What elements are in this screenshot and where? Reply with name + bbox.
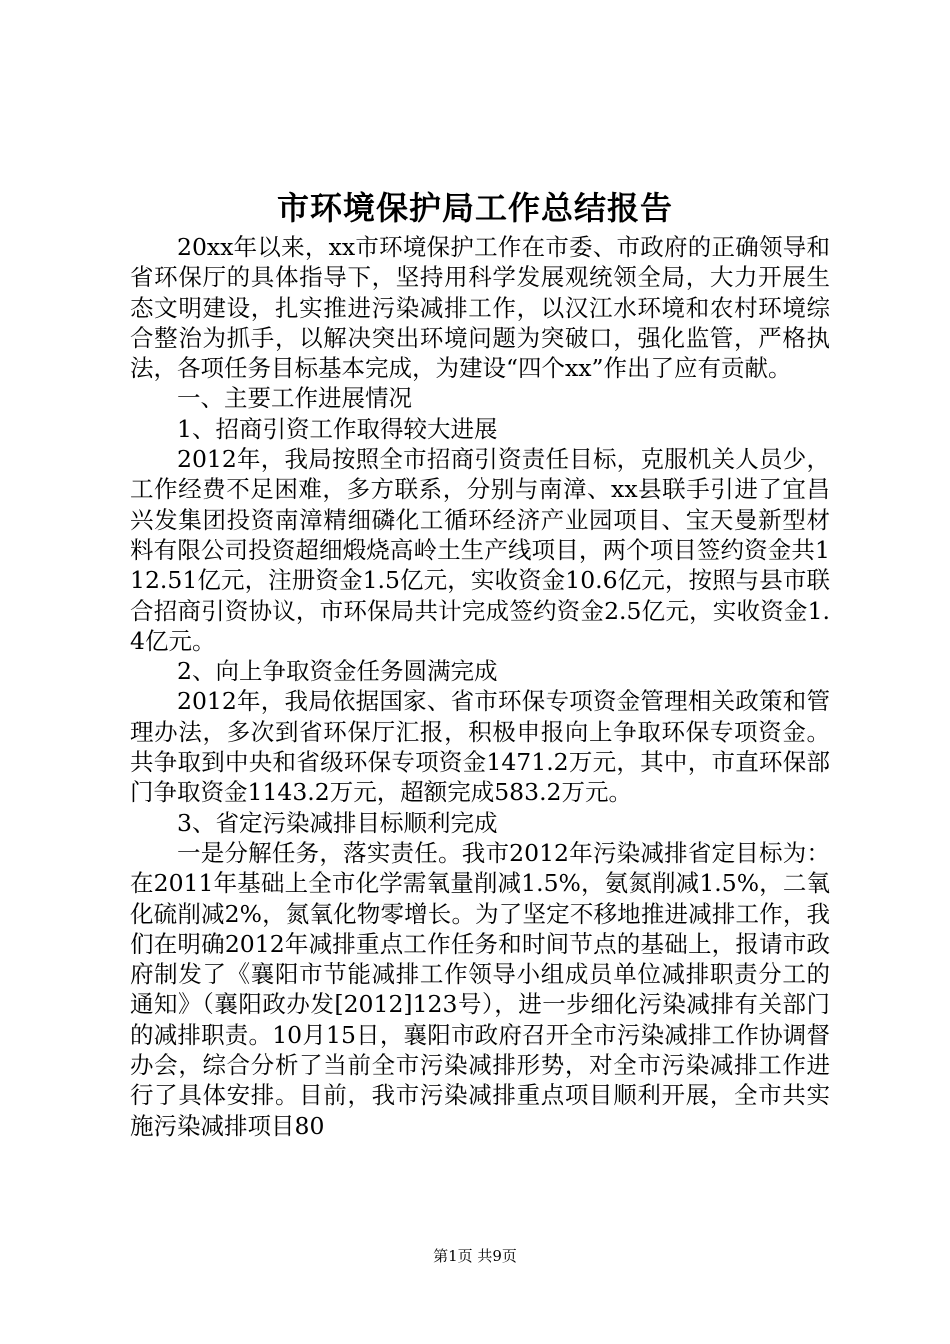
page-title: 市环境保护局工作总结报告 xyxy=(276,189,673,227)
page-number-footer: 第1页 共9页 xyxy=(433,1247,517,1265)
subsection-heading: 3、省定污染减排目标顺利完成 xyxy=(177,808,498,837)
body-paragraph: 2012年，我局按照全市招商引资责任目标，克服机关人员少，工作经费不足困难，多方联系，分别与南漳、xx县联手引进了宜昌兴发集团投资南漳精细磷化工循环经济产业园项目、宝天曼新型材料有限公司投资超细煅烧高岭土生产线项目，两个项目签约资金共112.51亿元，注册资金1.5亿元，实收资金10.6亿元，按照与县市联合招商引资协议，市环保局共计完成签约资金2.5亿元，实收资金1.4亿元。 xyxy=(130,445,830,655)
subsection-heading: 1、招商引资工作取得较大进展 xyxy=(177,414,498,443)
body-paragraph: 一是分解任务，落实责任。我市2012年污染减排省定目标为：在2011年基础上全市化学需氧量削减1.5%，氨氮削减1.5%，二氧化硫削减2%，氮氧化物零增长。为了坚定不移地推进减排工作，我们在明确2012年减排重点工作任务和时间节点的基础上，报请市政府制发了《襄阳市节能减排工作领导小组成员单位减排职责分工的通知》（襄阳政办发[2012]123号），进一步细化污染减排有关部门的减排职责。10月15日，襄阳市政府召开全市污染减排工作协调督办会，综合分析了当前全市污染减排形势，对全市污染减排工作进行了具体安排。目前，我市污染减排重点项目顺利开展，全市共实施污染减排项目80 xyxy=(130,838,830,1140)
body-paragraph: 2012年，我局依据国家、省市环保专项资金管理相关政策和管理办法，多次到省环保厅汇报，积极申报向上争取环保专项资金。共争取到中央和省级环保专项资金1471.2万元，其中，市直环保部门争取资金1143.2万元，超额完成583.2万元。 xyxy=(130,687,830,807)
intro-paragraph: 20xx年以来，xx市环境保护工作在市委、市政府的正确领导和省环保厅的具体指导下，坚持用科学发展观统领全局，大力开展生态文明建设，扎实推进污染减排工作，以汉江水环境和农村环境综合整治为抓手，以解决突出环境问题为突破口，强化监管，严格执法，各项任务目标基本完成，为建设“四个xx”作出了应有贡献。 xyxy=(130,233,830,383)
section-heading: 一、主要工作进展情况 xyxy=(177,384,412,413)
document-body xyxy=(130,232,830,1141)
subsection-heading: 2、向上争取资金任务圆满完成 xyxy=(177,657,498,686)
